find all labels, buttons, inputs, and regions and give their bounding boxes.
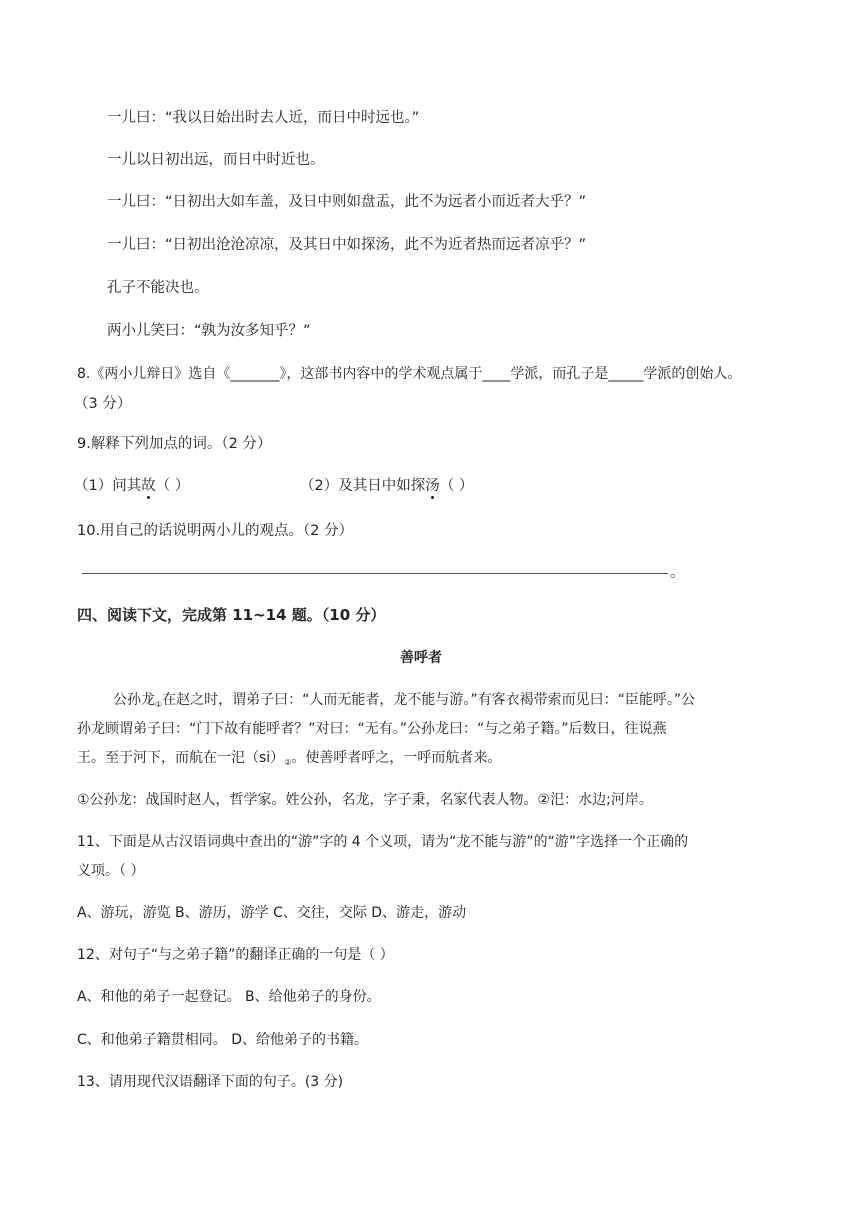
question-12-options-ab: A、和他的弟子一起登记。 B、给他弟子的身份。: [77, 989, 381, 1005]
question-9-prompt: 9.解释下列加点的词。（2 分）: [77, 436, 272, 452]
dotted-char-gu: 故: [141, 478, 156, 494]
passage-line-6: 两小儿笑曰：“孰为汝多知乎？”: [107, 323, 311, 339]
story-line-3-text-a: 王。至于河下，而航在一汜（si）: [77, 750, 285, 766]
question-12-options-cd: C、和他弟子籍贯相同。 D、给他弟子的书籍。: [77, 1032, 369, 1048]
footnote-marker-2: ②: [284, 758, 292, 767]
dotted-char-tang: 汤: [425, 478, 440, 494]
item-1-prefix: （1）问其: [74, 478, 142, 494]
story-line-3: [77, 748, 501, 770]
question-8-score: （3 分）: [74, 396, 132, 412]
question-11: 11、下面是从古汉语词典中查出的“游”字的 4 个义项，请为“龙不能与游”的“游”字选择一个正确的: [77, 834, 689, 850]
passage-line-2: 一儿以日初出远，而日中时近也。: [107, 152, 325, 168]
answer-line-end: 。: [670, 565, 685, 581]
story-line-3-text-b: 。使善呼者呼之，一呼而航者来。: [291, 750, 502, 766]
answer-line: [82, 573, 668, 574]
question-10-prompt: 10.用自己的话说明两小儿的观点。（2 分）: [77, 523, 354, 539]
item-2-blank: （ ）: [439, 478, 474, 494]
section-4-heading: 四、阅读下文，完成第 11~14 题。（10 分）: [77, 606, 386, 624]
passage-line-3: 一儿曰：“日初出大如车盖，及日中则如盘盂，此不为远者小而近者大乎？”: [107, 194, 587, 210]
question-8: 8.《两小儿辩日》选自《_______》，这部书内容中的学术观点属于____学派，而孔子是_____学派的创始人。: [77, 366, 742, 382]
question-12-prompt: 12、对句子“与之弟子籍”的翻译正确的一句是（ ）: [77, 947, 394, 963]
passage-line-5: 孔子不能决也。: [107, 280, 209, 296]
question-9-item-1: [74, 476, 189, 496]
question-13-prompt: 13、请用现代汉语翻译下面的句子。(3 分): [77, 1074, 344, 1090]
story-title: 善呼者: [400, 650, 442, 666]
passage-line-4: 一儿曰：“日初出沧沧凉凉，及其日中如探汤，此不为近者热而远者凉乎？”: [107, 237, 587, 253]
story-line-2: 孙龙顾谓弟子曰：“门下故有能呼者？”对曰：“无有。”公孙龙曰：“与之弟子籍。”后数日，往说燕: [77, 721, 667, 737]
passage-line-1: 一儿曰：“我以日始出时去人近，而日中时远也。”: [107, 110, 420, 126]
question-11-options: A、游玩，游览 B、游历，游学 C、交往，交际 D、游走，游动: [77, 905, 467, 921]
question-11-continued: 义项。（ ）: [77, 863, 145, 879]
story-footnotes: ①公孙龙：战国时赵人，哲学家。姓公孙，名龙，字子秉，名家代表人物。②汜：水边;河岸。: [77, 792, 653, 808]
item-1-blank: （ ）: [155, 478, 190, 494]
footnote-marker-1: ①: [155, 700, 163, 709]
item-2-prefix: （2）及其日中如探: [300, 478, 426, 494]
question-9-item-2: [300, 476, 473, 496]
story-line-1-text: 在赵之时，谓弟子曰：“人而无能者，龙不能与游。”有客衣褐带索而见曰：“臣能呼。”公: [162, 692, 696, 708]
story-line-1-name: 公孙龙: [113, 692, 155, 708]
story-line-1: [113, 690, 695, 712]
